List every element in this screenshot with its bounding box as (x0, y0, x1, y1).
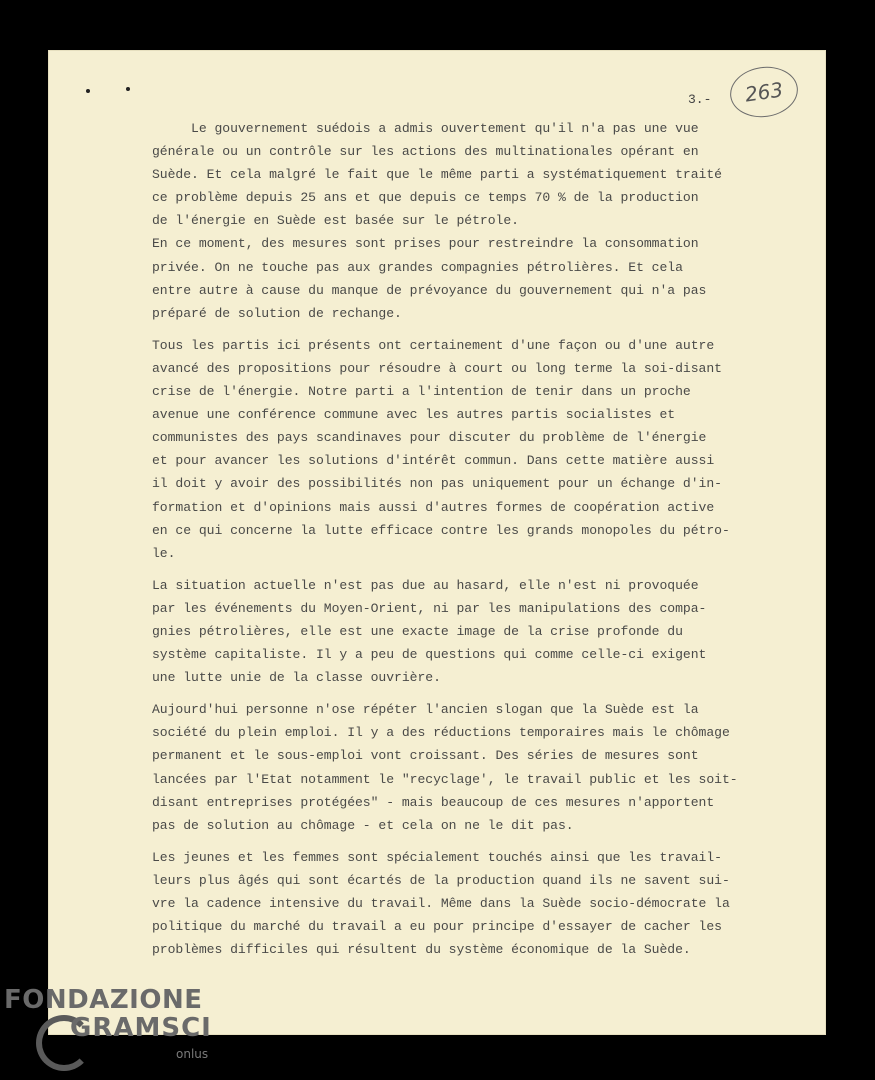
text-line: politique du marché du travail a eu pour principe d'essayer de cacher les (152, 919, 722, 935)
text-line: Le gouvernement suédois a admis ouvertement qu'il n'a pas une vue (152, 121, 699, 136)
margin-dot (126, 87, 130, 91)
paragraph (152, 334, 792, 565)
text-line: en ce qui concerne la lutte efficace contre les grands monopoles du pétro- (152, 522, 730, 538)
logo-line-3: onlus (176, 1047, 209, 1061)
text-line: gnies pétrolières, elle est une exacte image de la crise profonde du (152, 623, 683, 639)
margin-dot (86, 89, 90, 93)
text-line: pas de solution au chômage - et cela on ne le dit pas. (152, 817, 574, 833)
text-line: générale ou un contrôle sur les actions des multinationales opérant en (152, 144, 699, 160)
text-line: système capitaliste. Il y a peu de questions qui comme celle-ci exigent (152, 647, 707, 663)
document-page (48, 50, 826, 1035)
text-line: Les jeunes et les femmes sont spécialement touchés ainsi que les travail- (152, 849, 722, 865)
text-line: Aujourd'hui personne n'ose répéter l'ancien slogan que la Suède est la (152, 702, 699, 718)
text-line: et pour avancer les solutions d'intérêt commun. Dans cette matière aussi (152, 453, 715, 469)
logo-line-1: FONDAZIONE (4, 985, 203, 1015)
text-line: ce problème depuis 25 ans et que depuis ce temps 70 % de la production (152, 190, 699, 206)
paragraph (152, 698, 792, 837)
text-line: lancées par l'Etat notamment le "recyclage', le travail public et les soit- (152, 771, 738, 787)
paragraph (152, 846, 792, 961)
text-line: privée. On ne touche pas aux grandes compagnies pétrolières. Et cela (152, 259, 683, 275)
page-number: 3.- (688, 92, 712, 107)
text-line: avancé des propositions pour résoudre à court ou long terme la soi-disant (152, 360, 722, 376)
text-line: une lutte unie de la classe ouvrière. (152, 670, 441, 686)
text-line: permanent et le sous-emploi vont croissant. Des séries de mesures sont (152, 748, 699, 764)
fondazione-gramsci-logo (4, 985, 234, 1080)
text-line: société du plein emploi. Il y a des réductions temporaires mais le chômage (152, 725, 730, 741)
text-line: communistes des pays scandinaves pour discuter du problème de l'énergie (152, 430, 707, 446)
text-line: par les événements du Moyen-Orient, ni par les manipulations des compa- (152, 600, 707, 616)
document-body (152, 117, 792, 970)
text-line: le. (152, 545, 176, 561)
text-line: Suède. Et cela malgré le fait que le même parti a systématiquement traité (152, 167, 722, 183)
text-line: crise de l'énergie. Notre parti a l'intention de tenir dans un proche (152, 384, 691, 400)
text-line: préparé de solution de rechange. (152, 305, 402, 321)
text-line: entre autre à cause du manque de prévoyance du gouvernement qui n'a pas (152, 282, 707, 298)
archive-stamp: 263 (727, 63, 801, 122)
text-line: formation et d'opinions mais aussi d'autres formes de coopération active (152, 499, 715, 515)
paragraph (152, 574, 792, 689)
text-line: La situation actuelle n'est pas due au hasard, elle n'est ni provoquée (152, 577, 699, 593)
text-line: de l'énergie en Suède est basée sur le pétrole. (152, 213, 519, 229)
text-line: avenue une conférence commune avec les autres partis socialistes et (152, 407, 676, 423)
text-line: disant entreprises protégées" - mais beaucoup de ces mesures n'apportent (152, 794, 715, 810)
text-line: Tous les partis ici présents ont certainement d'une façon ou d'une autre (152, 337, 715, 353)
text-line: vre la cadence intensive du travail. Même dans la Suède socio-démocrate la (152, 896, 730, 911)
text-line: En ce moment, des mesures sont prises pour restreindre la consommation (152, 236, 699, 252)
text-line: il doit y avoir des possibilités non pas uniquement pour un échange d'in- (152, 476, 722, 492)
paragraph (152, 117, 792, 325)
text-line: leurs plus âgés qui sont écartés de la production quand ils ne savent sui- (152, 872, 730, 888)
logo-line-2: GRAMSCI (70, 1013, 212, 1043)
text-line: problèmes difficiles qui résultent du système économique de la Suède. (152, 942, 691, 958)
